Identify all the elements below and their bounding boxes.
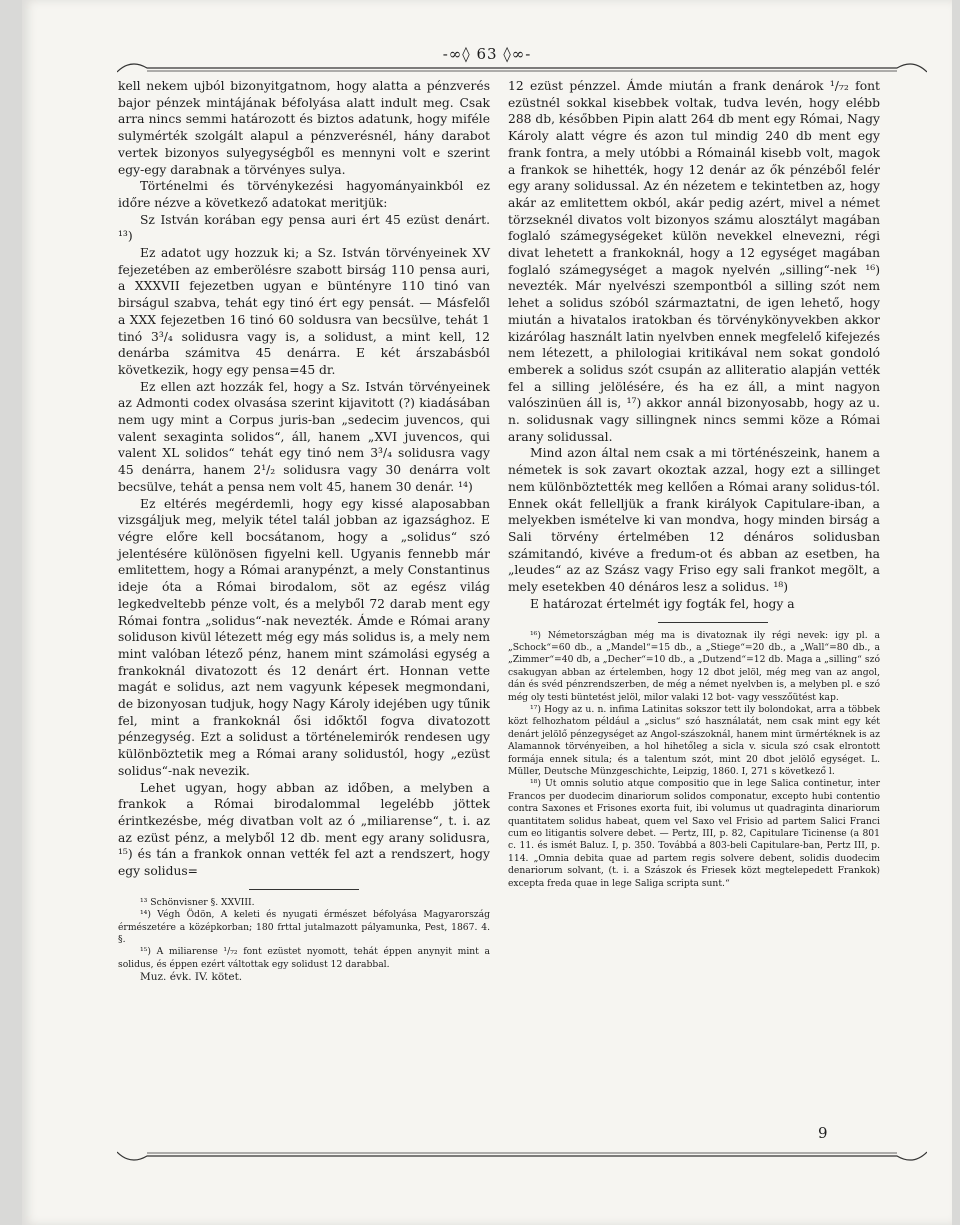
paragraph: Lehet ugyan, hogy abban az időben, a melyben a frankok a Római birodalommal legelébb jöttek érintkezésbe, még divatban volt az ó „miliarense“, t. i. az az ezüst pénz, a melyből 12 db. ment egy arany solidusra, ¹⁵) és tán a frankok onnan vették fel azt a rendszert, hogy egy solidus=: [118, 780, 490, 879]
paragraph: Ez adatot ugy hozzuk ki; a Sz. István törvényeinek XV fejezetében az emberölésre szabott birság 110 pensa auri, a XXXVII fejezetben ugyan e büntényre 110 tinó van birságul szabva, tehát egy tinó ért egy pensát. — Másfelől a XXX fejezetben 16 tinó 60 soldusra van becsülve, tehát 1 tinó 3³/₄ solidusra vagy is, a solidust, a mint kell, 12 denárba számitva 45 denárra. E két árszabásból következik, hogy egy pensa=45 dr.: [118, 246, 490, 377]
paragraph: Történelmi és törvénykezési hagyományainkból ez időre nézve a következő adatokat meritjük:: [118, 179, 490, 210]
paragraph: E határozat értelmét igy fogták fel, hogy a: [530, 596, 795, 611]
footnote-separator: [658, 622, 768, 623]
footnote: ¹⁶) Németországban még ma is divatoznak ily régi nevek: igy pl. a „Schock“=60 db., a „Mandel“=15 db., a „Stiege“=20 db., a „Wall“=80 db., a „Zimmer“=40 db, a „Decher“=10 db., a „Dutzend“=12 db. Maga a „silling“ szó csakugyan abban az értelemben, hogy 12 dbot jelöl, még meg van az angol, dán és svéd pénzrendszerben, de még a német nyelvben is, a melyben pl. e szó még oly testi büntetést jelöl, milor valaki 12 bot- vagy vesszőütést kap.: [508, 629, 880, 703]
top-decorative-rule: [117, 58, 927, 76]
footnote: ¹⁷) Hogy az u. n. infima Latinitas sokszor tett ily bolondokat, arra a többek közt felhozhatom például a „siclus“ szó használatát, nem csak mint egy két denárt jelölő pénzegységet az Angol-szászoknál, hanem mint ürmértéknek is az Alamannok törvényeiben, a hol hihetőleg a sicla v. sicula szó csak elrontott formája ennek situla; és a talentum szót, mint 20 dbot jelölő egységet. L. Müller, Deutsche Münzgeschichte, Leipzig, 1860. I, 271 s következő l.: [508, 703, 880, 777]
page-number-text: 63: [476, 45, 498, 63]
bottom-decorative-rule: [117, 1150, 927, 1164]
paragraph: Ez eltérés megérdemli, hogy egy kissé alaposabban vizsgáljuk meg, melyik tétel talál jobban az igazsághoz. E végre előre kell bocsátanom, hogy a „solidus“ szó jelentésére különösen figyelni kell. Ugyanis fennebb már emlitettem, hogy a Római aranypénzt, a mely Constantinus ideje óta a Római birodalom, söt az egész világ legkedveltebb pénze volt, és a melyből 72 darab ment egy Római fontra „solidus“-nak nevezték. Ámde e Római arany soliduson kivül létezett még egy más solidus is, a mely nem mint valóban létező pénz, hanem mint számolási egység a frankoknál divatozott és 12 denárt ért. Honnan vette magát e solidus, azt nem vagyunk képesek megmondani, de bizonyosan tudjuk, hogy Nagy Károly idejében ugy tűnik fel, mint a frankoknál ősi időktől fogva divatozott pénzegység. Ezt a solidust a történelemirók rendesen ugy különböztetik meg a Római arany solidustól, hogy „ezüst solidus“-nak nevezik.: [118, 496, 490, 778]
journal-signature: Muz. évk. IV. kötet.: [140, 971, 243, 984]
footnote: ¹⁴) Végh Ödön, A keleti és nyugati érmészet béfolyása Magyarország érmészetére a középkorban; 180 frttal jutalmazott pályamunka, Pest, 1867. 4. §.: [118, 909, 490, 945]
paragraph: Sz István korában egy pensa auri ért 45 ezüst denárt. ¹³): [118, 212, 490, 244]
paragraph: Mind azon által nem csak a mi történészeink, hanem a németek is sok zavart okoztak azzal, hogy ezt a sillinget nem különböztették meg kellően a Római arany solidus-tól. Ennek okát fellelljük a frank királyok Capitulare-iban, a melyekben ismételve ki van mondva, hogy minden birság a Sali törvény értelmében 12 dénáros solidusban számitandó, kivéve a fredum-ot és abban az esetben, ha „leudes“ az az Szász vagy Friso egy sali frankot megölt, a mely esetekben 40 dénáros lesz a solidus. ¹⁸): [508, 446, 880, 595]
signature-number: 9: [818, 1124, 828, 1142]
paragraph: Ez ellen azt hozzák fel, hogy a Sz. István törvényeinek az Admonti codex olvasása szerint kijavitott (?) kiadásában nem ugy mint a Corpus juris-ban „sedecim juvencos, qui valent sexaginta solidos“, áll, hanem „XVI juvencos, qui valent XL solidos“ tehát egy tinó nem 3³/₄ solidusra vagy 45 denárra, hanem 2¹/₂ solidusra vagy 30 denárra volt becsülve, tehát a pensa nem volt 45, hanem 30 denár. ¹⁴): [118, 379, 490, 494]
paragraph: 12 ezüst pénzzel. Ámde miután a frank denárok ¹/₇₂ font ezüstnél sokkal kisebbek voltak, tudva levén, hogy elébb 288 db, későbben Pipin alatt 264 db ment egy Római, Nagy Károly alatt végre és azon tul mindig 240 db ment egy frank fontra, a mely utóbbi a Rómainál kisebb volt, magok a frankok se hihették, hogy 12 denár az ők pénzéből felér egy arany solidussal. Az én nézetem e tekintetben az, hogy akár az emlitettem okból, akár pedig azért, mivel a német törzseknél divatos volt bizonyos számu alosztályt magában foglaló számegységeket külön nevekkel elnevezni, régi divat lehetett a frankoknál, hogy a 12 egységet magában foglaló számegységet a magok nyelvén „silling“-nek ¹⁶) nevezték. Már nyelvészi szempontból a silling szót nem lehet a solidus szóból származtatni, de igen lehető, hogy miután a hivatalos iratokban és törvénykönyvekben akkor kizárólag használt latin nyelvben ennek megfelelő kifejezés nem létezett, a philologiai kritikával nem sokat gondoló emberek a solidus szót csupán az alliteratio alapján vették fel a silling jelölésére, és ha ez áll, a mint nagyon valószinüen áll is, ¹⁷) akkor annál bizonyosabb, hogy az u. n. solidusnak vagy sillingnek nincs semmi köze a Római arany solidussal.: [508, 79, 880, 444]
footnote: ¹⁵) A miliarense ¹/₇₂ font ezüstet nyomott, tehát éppen anynyit mint a solidus, és éppen ezért váltottak egy solidust 12 darabbal.: [118, 946, 490, 970]
left-column: [118, 78, 490, 984]
footnote: ¹⁸) Ut omnis solutio atque compositio que in lege Salica continetur, inter Francos per duodecim dinariorum solidos componatur, excepto hubi contentio contra Saxones et Frisones exorta fuit, ibi volumus ut quadraginta dinariorum quantitatem solidus habeat, quem vel Saxo vel Frisio ad partem Salici Franci cum eo litigantis solvere debet. — Pertz, III, p. 82, Capitulare Ticinense (a 801 c. 11. és ismét Baluz. I, p. 350. Továbbá a 803-beli Capitulare-ban, Pertz III, p. 114. „Omnia debita quae ad partem regis solvere debent, solidis duodecim denariorum solvant, (t. i. a Szászok és Friesek közt megtelepedett Frankok) excepta freda quae in lege Saliga scripta sunt.“: [508, 778, 880, 889]
ornament-left: -∞◊: [442, 45, 471, 63]
paragraph: kell nekem ujból bizonyitgatnom, hogy alatta a pénzverés bajor pénzek mintájának béfolyása alatt indult meg. Csak arra nincs semmi határozott és biztos adatunk, hogy miféle sulymérték szolgált alapul a pénzverésnél, hány darabot vertek bizonyos sulyegységből es mennyni volt e szerint egy-egy darabnak a törvényes sulya.: [118, 79, 490, 177]
right-column: [508, 78, 880, 890]
footnote: ¹³ Schönvisner §. XXVIII.: [140, 896, 255, 908]
scanned-page: [22, 0, 952, 1225]
ornament-right: ◊∞-: [503, 45, 532, 63]
footnote-separator: [249, 889, 359, 890]
